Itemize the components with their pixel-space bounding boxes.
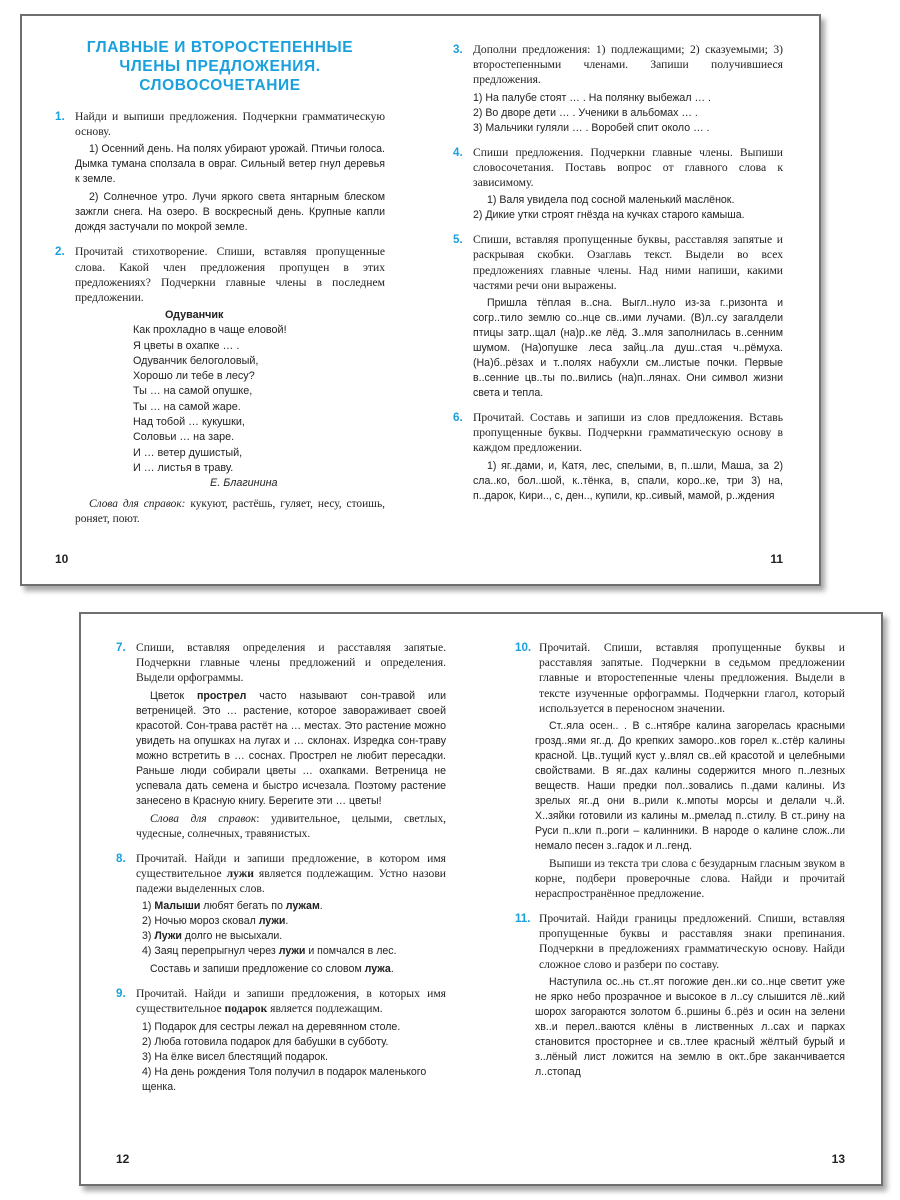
poem-line: Соловьи … на заре. (133, 431, 235, 444)
highlighted-word: прострел (197, 689, 247, 702)
exercise-task: 1. Найди и выпиши предложения. Подчеркни грамматическую основу. (55, 110, 385, 139)
exercise-number: 5. (453, 233, 463, 247)
page-number: 11 (770, 552, 783, 566)
exercise-task: 3. Дополни предложения: 1) подлежащими; 2) сказуемыми; 3) второстепенными членами. Запиши получившиеся предложения. (453, 43, 783, 87)
exercise-5 (453, 232, 783, 401)
highlighted-word: подарок (224, 1002, 268, 1016)
page-10 (55, 16, 385, 584)
exercise-task: 7. Спиши, вставляя определения и расставляя запятые. Подчеркни главные члены предложений и определения. Выдели орфограммы. (116, 641, 446, 685)
poem-line: Как прохладно в чаще еловой! (133, 324, 287, 337)
poem-title: Одуванчик (165, 309, 224, 322)
exercise-number: 3. (453, 43, 463, 56)
reference-label: Слова для справок: (89, 498, 186, 511)
exercise-lines (116, 899, 446, 959)
exercise-text: 1) Осенний день. На полях убирают урожай. Птичьи голоса. Дымка тумана сползала в овраг. Сильный ветер гнул деревья к земле. (75, 143, 385, 186)
exercise-text: Цветок прострел часто называют сон-травой или ветреницей. Это … растение, которое завораживает своей красотой. Сон-трава растёт на … местах. Это растение можно увидеть на опушках на лугах и … склонах. Изредка сон-траву можно встретить в … соснах. Прострел не любит пересадки. Раньше люди собирали цветы … охапками. Ветреница не успевала дать семена и быстро исчезала. Поэтому растение занесено в Красную книгу. Берегите эти … цветы! (136, 689, 446, 807)
page-number: 13 (831, 1152, 845, 1166)
exercise-9 (116, 986, 446, 1094)
exercise-1 (55, 109, 385, 235)
exercise-line: 2) Дикие утки строят гнёзда на кучках старого камыша. (473, 209, 745, 222)
bottom-spread (79, 612, 883, 1186)
exercise-text: Пришла тёплая в..сна. Выгл..нуло из-за г..ризонта и согр..тило землю со..нце св..ими лучами. (В)л..су загалдели птицы затр..щал (на)р..ке лёд. З..мля заполнилась в..сенним шумом. (На)опушке леса зайц..ла душ..стая ч..рёмуха. (На)б..рёзах и т..полях набухли см..листые почки. Первые в..сенние цв..ты по..вились (на)п..лянах. Они символ жизни света и тепла. (473, 297, 783, 400)
exercise-number: 10. (515, 641, 532, 654)
page-number: 10 (55, 552, 69, 566)
exercise-text: Наступила ос..нь ст..ят погожие ден..ки со..нце светит уже не ярко небо прозрачное и высокое в л..су слышится лё..кий шорох загораются золотом б..ршины б..рёз и осин на зелени хв..и перел..ваются клёны в лиственных л..сах и парках становится просторнее и св..тлее красный жёлтый бурый и з..лёный лист ложится на землю в окт..бре заканчивается л..стопад (535, 975, 845, 1078)
reference-label: Слова для справок (150, 812, 257, 825)
exercise-number: 4. (453, 145, 463, 159)
poem-line: Ты … на самой опушке, (133, 385, 253, 398)
exercise-number: 6. (453, 411, 463, 425)
page-12 (116, 614, 446, 1184)
exercise-3 (453, 42, 783, 136)
exercise-line: 1) Валя увидела под сосной маленький маслёнок. (487, 194, 735, 207)
poem (55, 323, 385, 476)
exercise-subtask: Выпиши из текста три слова с безударным гласным звуком в корне, подбери проверочные слова. Найди и прочитай нераспространённое предложение. (535, 858, 845, 901)
exercise-11 (515, 911, 845, 1080)
poem-line: И … ветер душистый, (133, 446, 243, 459)
exercise-line: 3) На ёлке висел блестящий подарок. (142, 1050, 328, 1063)
exercise-task: 2. Прочитай стихотворение. Спиши, вставляя пропущенные слова. Какой член предложения пропущен в этих предложениях? Подчеркни главные члены в последнем предложении. (55, 245, 385, 305)
exercise-lines (453, 193, 783, 223)
poem-line: Ты … на самой жаре. (133, 400, 241, 413)
exercise-line: 1) Подарок для сестры лежал на деревянном столе. (142, 1020, 401, 1033)
poem-author: Е. Благинина (210, 477, 278, 490)
page-13 (515, 614, 845, 1184)
poem-line: Я цветы в охапке … . (133, 339, 240, 352)
exercise-number: 8. (116, 851, 126, 865)
exercise-line: 2) Во дворе дети … . Ученики в альбомах … . (473, 106, 698, 119)
exercise-number: 11. (515, 912, 531, 926)
exercise-line: 4) Заяц перепрыгнул через лужи и помчался в лес. (142, 945, 397, 958)
title-line: ЧЛЕНЫ ПРЕДЛОЖЕНИЯ. (119, 58, 321, 75)
exercise-task: 11. Прочитай. Найди границы предложений. Спиши, вставляя пропущенные буквы и расставляя знаки препинания. Подчеркни в предложениях грамматическую основу. Найди сложное слово и разбери по составу. (515, 912, 845, 971)
title-line: ГЛАВНЫЕ И ВТОРОСТЕПЕННЫЕ (86, 39, 354, 56)
exercise-line: 4) На день рождения Толя получил в подарок маленького щенка. (142, 1065, 427, 1093)
page-11 (453, 16, 783, 584)
exercise-line: 1) Малыши любят бегать по лужам. (142, 900, 323, 913)
poem-line: Хорошо ли тебе в лесу? (133, 370, 255, 383)
exercise-number: 1. (55, 110, 65, 123)
reference-words: Слова для справок: кукуют, растёшь, гуляет, несу, стоишь, роняет, поют. (75, 498, 385, 526)
exercise-task: 6. Прочитай. Составь и запиши из слов предложения. Вставь пропущенные буквы. Подчеркни грамматическую основу в каждом предложении. (453, 411, 783, 455)
title-line: СЛОВОСОЧЕТАНИЕ (139, 77, 301, 94)
exercise-lines (453, 91, 783, 136)
exercise-text: 2) Солнечное утро. Лучи яркого света янтарным блеском зажгли снега. На озеро. В воскресный день. Крупные капли дождя застучали по мокрой земле. (75, 191, 385, 234)
exercise-text: 1) яг..дами, и, Катя, лес, спелыми, в, п..шли, Маша, за 2) сла..ко, бол..шой, к..тёнка, в, спали, коро..ке, три 3) на, п..дарок, Кири.., с, ден.., купили, кр..сивый, мамой, р..ждения (473, 459, 783, 502)
exercise-task: 4. Спиши предложения. Подчеркни главные члены. Выпиши словосочетания. Поставь вопрос от главного слова к зависимому. (453, 145, 783, 190)
exercise-10 (515, 640, 845, 902)
exercise-line: 3) Лужи долго не высыхали. (142, 930, 283, 943)
highlighted-word: лужи (226, 866, 254, 880)
poem-line: Над тобой … кукушки, (133, 416, 245, 428)
exercise-task: 8. Прочитай. Найди и запиши предложение, в котором имя существительное лужи является подлежащим. Устно назови падежи выделенных слов. (116, 851, 446, 896)
exercise-task: 9. Прочитай. Найди и запиши предложения, в которых имя существительное подарок является подлежащим. (116, 987, 446, 1016)
poem-line: Одуванчик белоголовый, (133, 354, 259, 367)
exercise-text: Ст..яла осен.. . В с..нтябре калина загорелась красными грозд..ями яг..д. До крепких заморо..ков горел к..стёр калины красной. Цв..тущий куст у..влял св..ей красотой и целебными свойствами. В яг..дах калины содержится много п..лезных веществ. Наши предки пол..зовались п..дами калины. Из зрелых яг..д они в..рили к..мпоты морсы и делали ч..й. Х..зяйки готовили из калины м..рмелад п..стилу. В ст..рину на Руси п..кли п..роги – калинники. В народе о калине слож..ли немало песен з..гадок и л..генд. (535, 720, 845, 853)
exercise-8 (116, 851, 446, 978)
exercise-6 (453, 410, 783, 504)
exercise-task: 5. Спиши, вставляя пропущенные буквы, расставляя запятые и раскрывая скобки. Озаглавь текст. Выдели во всех предложениях главные члены. Над ними напиши, какими частями речи они выражены. (453, 233, 783, 292)
exercise-line: 1) На палубе стоят … . На полянку выбежал … . (473, 91, 711, 104)
section-title (55, 38, 385, 95)
page-number: 12 (116, 1152, 130, 1166)
exercise-line: 2) Люба готовила подарок для бабушки в субботу. (142, 1035, 389, 1048)
exercise-line: 3) Мальчики гуляли … . Воробей спит около … . (473, 121, 710, 134)
exercise-4 (453, 145, 783, 224)
poem-line: И … листья в траву. (133, 461, 234, 474)
exercise-number: 2. (55, 245, 65, 259)
exercise-2 (55, 244, 385, 527)
exercise-number: 7. (116, 641, 126, 654)
exercise-7 (116, 640, 446, 842)
exercise-lines (116, 1020, 446, 1095)
top-spread (20, 14, 821, 586)
exercise-number: 9. (116, 987, 126, 1001)
exercise-line: 2) Ночью мороз сковал лужи. (142, 915, 289, 928)
exercise-text: Составь и запиши предложение со словом лужа. (150, 963, 394, 976)
reference-words: Слова для справок: удивительное, целыми, светлых, чудесные, солнечных, травянистых. (136, 812, 447, 840)
exercise-task: 10. Прочитай. Спиши, вставляя пропущенные буквы и расставляя запятые. Подчеркни в седьмом предложении главные и второстепенные члены предложения. Выдели в тексте изученные орфограммы. Подчеркни глагол, который используется в переносном значении. (515, 641, 845, 715)
